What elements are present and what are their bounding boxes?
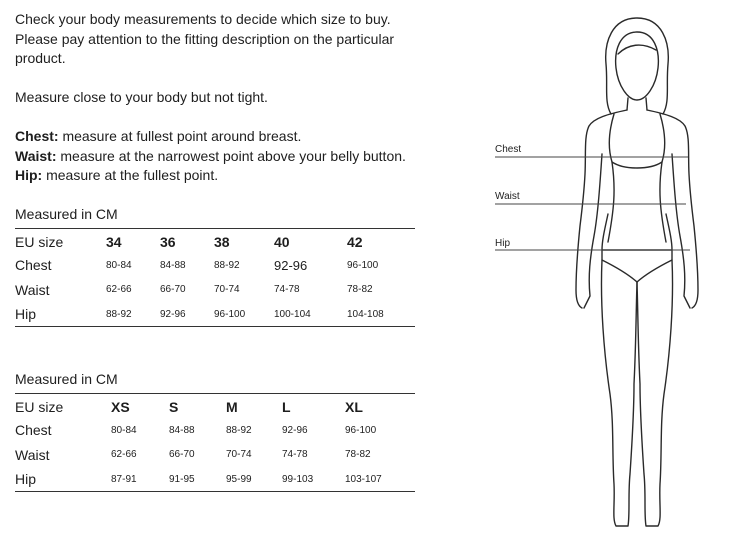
table-row-hip — [15, 467, 415, 492]
right-leg-outline — [637, 260, 673, 526]
row-label: Waist — [15, 446, 50, 463]
size-header: 34 — [106, 234, 122, 250]
row-label: Waist — [15, 281, 50, 298]
eu-size-header: EU size — [15, 399, 64, 415]
hip-label: Hip — [495, 238, 511, 249]
table-cell: 87-91 — [111, 473, 137, 485]
table-cell: 88-92 — [226, 424, 252, 436]
table-header-row — [15, 229, 415, 254]
table2-title: Measured in CM — [15, 371, 118, 387]
waist-label: Waist — [495, 191, 520, 202]
table-cell: 66-70 — [169, 449, 195, 461]
intro-line: Measure close to your body but not tight. — [15, 89, 268, 105]
table-cell: 92-96 — [282, 424, 308, 436]
body-outline-illustration — [490, 14, 750, 534]
letter-size-table — [15, 393, 415, 492]
table-cell: 78-82 — [345, 449, 371, 461]
numeric-size-table — [15, 228, 415, 327]
table-row-waist — [15, 443, 415, 468]
hip-instruction — [15, 166, 445, 186]
chest-instruction-text: measure at fullest point around breast. — [58, 128, 302, 144]
row-label: Chest — [15, 422, 52, 439]
waist-instruction — [15, 147, 445, 167]
table-cell: 70-74 — [214, 284, 240, 296]
table-cell: 88-92 — [106, 308, 132, 320]
table-cell: 92-96 — [160, 308, 186, 320]
size-header: S — [169, 399, 179, 415]
table-cell: 104-108 — [347, 308, 384, 320]
table-cell: 88-92 — [214, 259, 240, 271]
table-row-waist — [15, 278, 415, 303]
chest-instruction — [15, 127, 445, 147]
size-header: XS — [111, 399, 130, 415]
eu-size-header: EU size — [15, 234, 64, 250]
table-cell: 96-100 — [214, 308, 246, 320]
size-header: 40 — [274, 234, 290, 250]
measurement-instructions — [15, 10, 445, 186]
table-cell: 74-78 — [274, 284, 300, 296]
row-label: Hip — [15, 471, 37, 487]
body-measurement-figure — [490, 14, 750, 534]
face-outline — [616, 32, 659, 100]
table1-title: Measured in CM — [15, 206, 118, 222]
row-label: Hip — [15, 306, 37, 322]
table-cell: 84-88 — [169, 424, 195, 436]
table-row-chest — [15, 253, 415, 278]
size-header: XL — [345, 399, 363, 415]
table-cell: 80-84 — [111, 424, 137, 436]
chest-instruction-label: Chest: — [15, 128, 59, 144]
table-row-chest — [15, 418, 415, 443]
waist-instruction-text: measure at the narrowest point above your belly button. — [56, 147, 406, 164]
intro-line: Please pay attention to the fitting description on the particular — [15, 30, 395, 47]
table-cell: 74-78 — [282, 449, 308, 461]
waist-instruction-label: Waist: — [15, 147, 57, 164]
table-row-hip — [15, 302, 415, 327]
table-cell: 99-103 — [282, 473, 314, 485]
table-cell: 66-70 — [160, 284, 186, 296]
size-header: 42 — [347, 234, 363, 250]
size-header: 36 — [160, 234, 176, 250]
table-cell: 96-100 — [345, 424, 377, 436]
hip-instruction-label: Hip: — [15, 167, 43, 183]
hip-instruction-text: measure at the fullest point. — [42, 167, 219, 183]
table-cell: 62-66 — [111, 449, 137, 461]
table-cell: 96-100 — [347, 259, 379, 271]
briefs-outline — [602, 250, 672, 282]
table-cell: 95-99 — [226, 473, 252, 485]
intro-line: Check your body measurements to decide which size to buy. — [15, 11, 391, 27]
table-cell: 100-104 — [274, 308, 311, 320]
intro-line: product. — [15, 50, 66, 66]
top-garment — [608, 114, 666, 242]
size-header: M — [226, 399, 238, 415]
table-cell: 78-82 — [347, 284, 373, 296]
hair-part — [618, 45, 656, 54]
table-header-row — [15, 394, 415, 419]
chest-label: Chest — [495, 144, 522, 155]
table-cell: 62-66 — [106, 284, 132, 296]
row-label: Chest — [15, 257, 52, 274]
table-cell: 84-88 — [160, 259, 186, 271]
table-cell: 92-96 — [274, 257, 308, 273]
table-cell: 103-107 — [345, 473, 382, 485]
table-cell: 91-95 — [169, 473, 195, 485]
size-header: 38 — [214, 234, 230, 250]
size-header: L — [282, 399, 291, 415]
left-leg-outline — [601, 260, 637, 526]
table-cell: 80-84 — [106, 259, 132, 271]
table-cell: 70-74 — [226, 449, 252, 461]
